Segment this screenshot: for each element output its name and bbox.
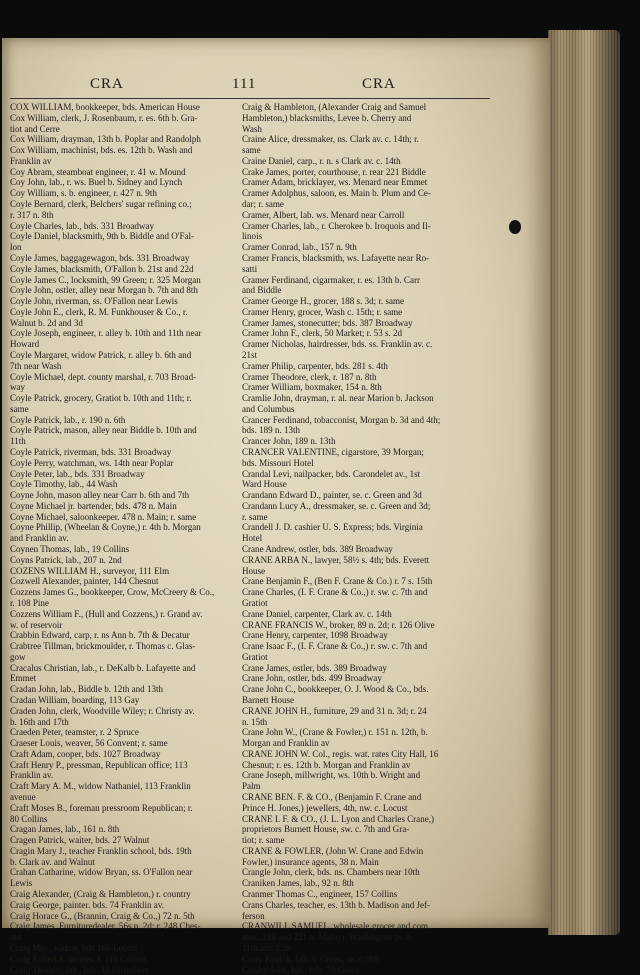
directory-line: Cramer Nicholas, hairdresser, bds. ss. Franklin av. c. — [242, 339, 474, 350]
directory-line: tiot; r. same — [242, 835, 474, 846]
directory-line: COZENS WILLIAM H., surveyor, 111 Elm — [10, 566, 242, 577]
directory-line: Craeden Peter, teamster, r. 2 Spruce — [10, 727, 242, 738]
directory-line: Cracalus Christian, lab., r. DeKalb b. Lafayette and — [10, 663, 242, 674]
directory-line: Coyns Patrick, lab., 207 n. 2nd — [10, 555, 242, 566]
directory-line: Craft Adam, cooper, bds. 1027 Broadway — [10, 749, 242, 760]
header-right-guide-word: CRA — [362, 76, 396, 93]
directory-line: nut — [10, 932, 242, 943]
right-column — [242, 102, 474, 975]
directory-line: Craig Alexander, (Craig & Hambleton,) r. country — [10, 889, 242, 900]
directory-line: Cranmer Thomas C., engineer, 157 Collins — [242, 889, 474, 900]
directory-line: Cramer Conrad, lab., 157 n. 9th — [242, 242, 474, 253]
directory-line: Lewis — [10, 878, 242, 889]
directory-line: Crancer John, 189 n. 13th — [242, 436, 474, 447]
directory-line: Cramer Philip, carpenter, bds. 281 s. 4th — [242, 361, 474, 372]
directory-line: 11th — [10, 436, 242, 447]
directory-line: Crandann Edward D., painter, se. c. Green and 3d — [242, 490, 474, 501]
directory-line: Coyle John, ostler, alley near Morgan b. 7th and 8th — [10, 285, 242, 296]
directory-line: CRANE & FOWLER, (John W. Crane and Edwin — [242, 846, 474, 857]
directory-line: lon — [10, 242, 242, 253]
directory-line: Craig Robert E. printer, r. 116 Collins — [10, 954, 242, 965]
directory-line: COX WILLIAM, bookkeeper, bds. American House — [10, 102, 242, 113]
directory-line: avenue — [10, 792, 242, 803]
directory-line: and Columbus — [242, 404, 474, 415]
directory-line: CRANE BEN. F. & CO., (Benjamin F. Crane and — [242, 792, 474, 803]
directory-line: Cox William, machinist, bds. es. 12th b. Wash and — [10, 145, 242, 156]
directory-line: Crane Daniel, carpenter, Clark av. c. 14th — [242, 609, 474, 620]
directory-line: CRANE FRANCIS W., broker, 89 n. 2d; r. 126 Olive — [242, 620, 474, 631]
directory-line: r. 317 n. 8th — [10, 210, 242, 221]
directory-line: Barnett House — [242, 695, 474, 706]
directory-line: same — [10, 404, 242, 415]
directory-line: House — [242, 566, 474, 577]
directory-line: Palm — [242, 781, 474, 792]
directory-line: Craden John, clerk, Woodville Wiley; r. Christy av. — [10, 706, 242, 717]
directory-line: Coyle Timothy, lab., 44 Wash — [10, 479, 242, 490]
directory-line: Coyle Patrick, mason, alley near Biddle b. 10th and — [10, 425, 242, 436]
directory-line: Craig James, Furnituredealer, 56s.n. 2d; r. 248 Ches- — [10, 921, 242, 932]
directory-line: Coyne Michael jr. bartender, bds. 478 n. Main — [10, 501, 242, 512]
directory-line: Craft Moses B., foreman pressroom Republican; r. — [10, 803, 242, 814]
directory-line: Franklin av. — [10, 770, 242, 781]
directory-page — [2, 38, 550, 928]
directory-line: Coyle Peter, lab., bds. 331 Broadway — [10, 469, 242, 480]
directory-line: and Biddle — [242, 285, 474, 296]
directory-line: 11th and 12th — [242, 943, 474, 954]
directory-line: Cragan James, lab., 161 n. 8th — [10, 824, 242, 835]
directory-line: Coyle Bernard, clerk, Belchers' sugar refining co.; — [10, 199, 242, 210]
directory-line: Crasby John, lab., bds. 79 Green — [242, 965, 474, 975]
directory-line: Cox William, clerk, J. Rosenbaum, r. es. 6th b. Gra- — [10, 113, 242, 124]
directory-line: Cox William, drayman, 13th b. Poplar and Randolph — [10, 134, 242, 145]
directory-line: CRANE JOHN H., furniture, 29 and 31 n. 3d; r. 24 — [242, 706, 474, 717]
directory-line: Coyle John E., clerk, R. M. Funkhouser & Co., r. — [10, 307, 242, 318]
directory-line: Coyle Daniel, blacksmith, 9th b. Biddle and O'Fal- — [10, 231, 242, 242]
directory-line: Coyle Michael, dept. county marshal, r. 703 Broad- — [10, 372, 242, 383]
directory-line: Crane Benjamin F., (Ben F. Crane & Co.) r. 7 s. 15th — [242, 576, 474, 587]
directory-line: Craniken James, lab., 92 n. 8th — [242, 878, 474, 889]
directory-line: mer., 219 and 221 n. Main; r. Washington av. b. — [242, 932, 474, 943]
directory-line: Crabtree Tillman, brickmoulder, r. Thomas c. Glas- — [10, 641, 242, 652]
directory-line: Crandann Lucy A., dressmaker, se. c. Green and 3d; — [242, 501, 474, 512]
directory-line: Cramer Ferdinand, cigarmaker, r. es. 13th b. Carr — [242, 275, 474, 286]
directory-line: r. same — [242, 512, 474, 523]
directory-line: b. Clark av. and Walnut — [10, 857, 242, 868]
directory-line: Coyle James C., locksmith, 99 Green; r. 325 Morgan — [10, 275, 242, 286]
directory-line: 21st — [242, 350, 474, 361]
directory-line: linois — [242, 231, 474, 242]
page-header — [10, 72, 490, 99]
directory-line: Craig Horace G., (Brannin, Craig & Co.,) 72 n. 5th — [10, 911, 242, 922]
directory-line: satti — [242, 264, 474, 275]
directory-line: Gratiot — [242, 652, 474, 663]
directory-line: Morgan and Franklin av — [242, 738, 474, 749]
directory-line: Coyle Charles, lab., bds. 331 Broadway — [10, 221, 242, 232]
directory-line: Crane John, ostler, bds. 499 Broadway — [242, 673, 474, 684]
directory-line: Craeser Louis, weaver, 56 Convent; r. same — [10, 738, 242, 749]
directory-line: Coyle Patrick, lab., r. 190 n. 6th — [10, 415, 242, 426]
directory-line: Crans Charles, teacher, es. 13th b. Madison and Jef- — [242, 900, 474, 911]
directory-line: Craig & Hambleton, (Alexander Craig and Samuel — [242, 102, 474, 113]
directory-line: Cramer Adolphus, saloon, es. Main b. Plum and Ce- — [242, 188, 474, 199]
directory-line: Coyle Patrick, grocery, Gratiot b. 10th and 11th; r. — [10, 393, 242, 404]
directory-line: Coynen Thomas, lab., 19 Collins — [10, 544, 242, 555]
directory-line: Crabbin Edward, carp, r. ns Ann b. 7th & Decatur — [10, 630, 242, 641]
directory-line: same — [242, 145, 474, 156]
directory-line: 7th near Wash — [10, 361, 242, 372]
directory-line: Coyle Perry, watchman, ws. 14th near Poplar — [10, 458, 242, 469]
directory-line: Craine Alice, dressmaker, ns. Clark av. c. 14th; r. — [242, 134, 474, 145]
directory-line: CRANCER VALENTINE, cigarstore, 39 Morgan; — [242, 447, 474, 458]
directory-line: proprietors Burnett House, sw. c. 7th and Gra- — [242, 824, 474, 835]
directory-line: Craig Mrs., widow, bds 166 Locust — [10, 943, 242, 954]
directory-line: Coyle Joseph, engineer, r. alley b. 10th and 11th near — [10, 328, 242, 339]
directory-line: Crane John C., bookkeeper, O. J. Wood & Co., bds. — [242, 684, 474, 695]
directory-line: Crary Patrick, lab., r. Green, se. c. 9th — [242, 954, 474, 965]
directory-line: Crane Andrew, ostler, bds. 389 Broadway — [242, 544, 474, 555]
directory-line: Craft Henry P., pressman, Republican office; 113 — [10, 760, 242, 771]
directory-line: Craig Thomas, lab., bds. 18 Chambers — [10, 965, 242, 975]
directory-line: Craine Daniel, carp., r. n. s Clark av. c. 14th — [242, 156, 474, 167]
directory-line: Cramer Adam, bricklayer, ws. Menard near Emmet — [242, 177, 474, 188]
directory-line: Cradan John, lab., Biddle b. 12th and 13th — [10, 684, 242, 695]
directory-line: bds. Missouri Hotel — [242, 458, 474, 469]
directory-line: Crane John W., (Crane & Fowler,) r. 151 n. 12th, b. — [242, 727, 474, 738]
directory-line: Coy Abram, steamboat engineer, r. 41 w. Mound — [10, 167, 242, 178]
directory-line: r. 108 Pine — [10, 598, 242, 609]
directory-line: Chesnut; r. es. 12th b. Morgan and Franklin av — [242, 760, 474, 771]
directory-line: Cramer George H., grocer, 188 s. 3d; r. same — [242, 296, 474, 307]
directory-line: Hambleton,) blacksmiths, Levee b. Cherry and — [242, 113, 474, 124]
directory-line: Craig George, painter. bds. 74 Franklin av. — [10, 900, 242, 911]
directory-line: Coyne John, mason alley near Carr b. 6th and 7th — [10, 490, 242, 501]
directory-line: Crandell J. D. cashier U. S. Express; bds. Virginia — [242, 522, 474, 533]
binding-hole — [509, 220, 521, 234]
directory-line: Crane Joseph, millwright, ws. 10th b. Wright and — [242, 770, 474, 781]
book-page-edges — [548, 30, 620, 935]
directory-line: Cramlie John, drayman, r. al. near Marion b. Jackson — [242, 393, 474, 404]
directory-line: Coyle James, baggagewagon, bds. 331 Broadway — [10, 253, 242, 264]
directory-line: Coyle John, riverman, ss. O'Fallon near Lewis — [10, 296, 242, 307]
directory-line: Coyle James, blacksmith, O'Fallon b. 21st and 22d — [10, 264, 242, 275]
directory-line: tiot and Cerre — [10, 124, 242, 135]
directory-line: CRANE ARBA N., lawyer, 58½ s. 4th; bds. Everett — [242, 555, 474, 566]
directory-line: CRANE I. F. & CO., (J. L. Lyon and Charles Crane,) — [242, 814, 474, 825]
directory-line: ferson — [242, 911, 474, 922]
directory-line: Crane James, ostler, bds. 389 Broadway — [242, 663, 474, 674]
directory-line: Coyle Margaret, widow Patrick, r. alley b. 6th and — [10, 350, 242, 361]
page-number: 111 — [232, 76, 256, 93]
directory-line: Crake James, porter, courthouse, r. rear 221 Biddle — [242, 167, 474, 178]
directory-line: b. 16th and 17th — [10, 717, 242, 728]
directory-line: Cozzens James G., bookkeeper, Crow, McCreery & Co., — [10, 587, 242, 598]
directory-line: Cramer Theodore, clerk, r. 187 n. 8th — [242, 372, 474, 383]
header-left-guide-word: CRA — [90, 76, 124, 93]
directory-line: Crane Charles, (I. F. Crane & Co.,) r. sw. c. 7th and — [242, 587, 474, 598]
directory-line: Crancer Ferdinand, tobacconist, Morgan b. 3d and 4th; — [242, 415, 474, 426]
directory-line: n. 15th — [242, 717, 474, 728]
directory-line: Walnut b. 2d and 3d — [10, 318, 242, 329]
directory-line: Gratiot — [242, 598, 474, 609]
directory-line: Cozwell Alexander, painter, 144 Chesnut — [10, 576, 242, 587]
directory-line: Coy William, s. b. engineer, r. 427 n. 9th — [10, 188, 242, 199]
directory-line: Ward House — [242, 479, 474, 490]
directory-line: Cramer Henry, grocer, Wash c. 15th; r. same — [242, 307, 474, 318]
directory-line: Cramer John F., clerk, 50 Market; r. 53 s. 2d — [242, 328, 474, 339]
directory-line: Cradan William, boarding, 113 Gay — [10, 695, 242, 706]
directory-line: gow — [10, 652, 242, 663]
directory-line: Cragen Patrick, waiter, bds. 27 Walnut — [10, 835, 242, 846]
directory-line: dar; r. same — [242, 199, 474, 210]
directory-line: Cragin Mary J., teacher Franklin school, bds. 19th — [10, 846, 242, 857]
directory-line: Cramer James, stonecutter; bds. 387 Broadway — [242, 318, 474, 329]
directory-line: Coyle Patrick, riverman, bds. 331 Broadway — [10, 447, 242, 458]
directory-line: Wash — [242, 124, 474, 135]
directory-line: Hotel — [242, 533, 474, 544]
directory-line: Cramer Francis, blacksmith, ws. Lafayette near Ro- — [242, 253, 474, 264]
directory-line: Prince H. Jones,) jewellers, 4th, nw. c. Locust — [242, 803, 474, 814]
directory-line: CRANWILL SAMUEL, wholesale grocer and com. — [242, 921, 474, 932]
directory-line: Cramer Charles, lab., r. Cherokee b. Iroquois and Il- — [242, 221, 474, 232]
left-column — [10, 102, 242, 975]
directory-line: Cozzens William F., (Hull and Cozzens,) r. Grand av. — [10, 609, 242, 620]
directory-line: Cramer William, boxmaker, 154 n. 8th — [242, 382, 474, 393]
directory-line: Fowler,) insurance agents, 38 n. Main — [242, 857, 474, 868]
directory-line: Crandal Levi, nailpacker, bds. Carondelet av., 1st — [242, 469, 474, 480]
directory-line: CRANE JOHN W. Col., regis. wat. rates City Hall, 16 — [242, 749, 474, 760]
directory-line: Howard — [10, 339, 242, 350]
directory-line: Coy John, lab., r. ws. Buel b. Sidney and Lynch — [10, 177, 242, 188]
directory-line: Coyne Michael, saloonkeeper. 478 n. Main; r. same — [10, 512, 242, 523]
directory-line: Emmet — [10, 673, 242, 684]
directory-line: way — [10, 382, 242, 393]
directory-line: Coyne Phillip, (Wheelan & Coyne,) r. 4th b. Morgan — [10, 522, 242, 533]
directory-line: bds. 189 n. 13th — [242, 425, 474, 436]
directory-line: Cramer, Albert, lab. ws. Menard near Carroll — [242, 210, 474, 221]
directory-line: Crahan Catharine, widow Bryan, ss. O'Fallon near — [10, 867, 242, 878]
directory-line: w. of reservoir — [10, 620, 242, 631]
directory-line: and Franklin av. — [10, 533, 242, 544]
directory-line: Franklin av — [10, 156, 242, 167]
directory-line: 80 Collins — [10, 814, 242, 825]
directory-line: Crane Isaac F., (I. F. Crane & Co.,) r. sw. c. 7th and — [242, 641, 474, 652]
directory-line: Crangle John, clerk, bds. ns. Chambers near 10th — [242, 867, 474, 878]
directory-line: Craft Mary A. M., widow Nathaniel, 113 Franklin — [10, 781, 242, 792]
directory-line: Crane Henry, carpenter, 1098 Broadway — [242, 630, 474, 641]
